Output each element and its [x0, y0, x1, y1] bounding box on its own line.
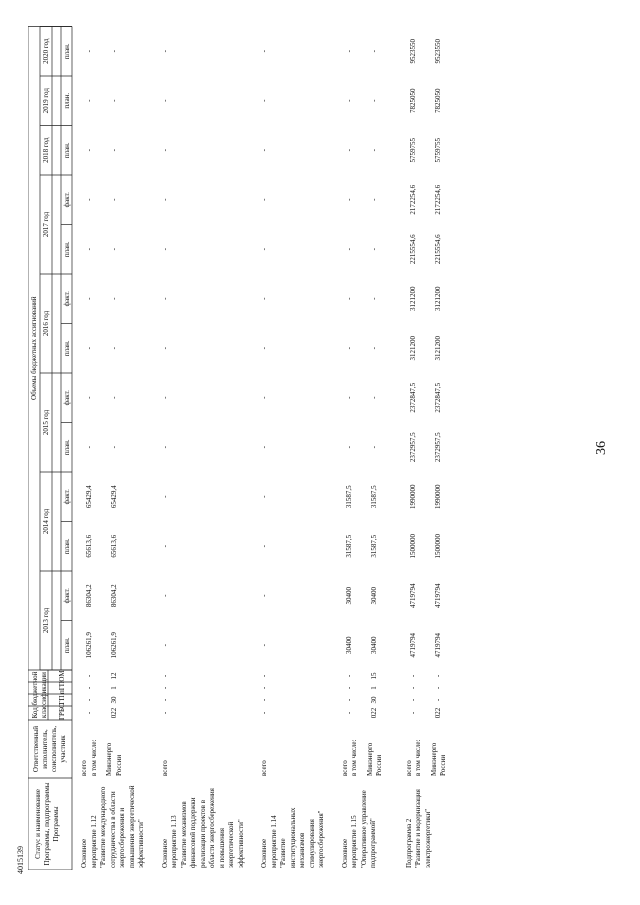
- document-id: 4015139: [16, 846, 25, 874]
- status-name-line: Основное: [80, 838, 88, 868]
- value-cell: -: [260, 396, 268, 399]
- value-cell: -: [160, 198, 169, 201]
- header-budget-code: Код бюджетной классификации: [31, 671, 48, 719]
- value-cell: 31587,5: [345, 485, 354, 509]
- header-year: 2014 год: [42, 508, 50, 535]
- status-name-line: Основное: [260, 838, 268, 868]
- value-cell: -: [160, 248, 169, 251]
- value-cell: -: [370, 149, 379, 152]
- header-plan-fact: план.: [63, 439, 71, 456]
- status-name-line: электроэнергетики": [423, 808, 432, 868]
- value-cell: -: [345, 396, 354, 399]
- value-cell: -: [160, 99, 169, 102]
- header-year: 2018 год: [42, 137, 50, 163]
- value-cell: -: [109, 297, 118, 300]
- value-cell: -: [84, 248, 93, 251]
- status-name-line: "Развитие механизмов: [179, 801, 188, 868]
- header-plan-fact: факт.: [63, 291, 71, 307]
- header-plan-fact: план.: [63, 92, 71, 109]
- value-cell: 4719794: [409, 583, 418, 608]
- header-code-1: ГРБС: [58, 703, 66, 720]
- code-cell: -: [260, 711, 268, 715]
- value-cell: 2172254,6: [409, 184, 418, 215]
- value-cell: -: [345, 446, 354, 449]
- code-cell: 12: [109, 672, 118, 680]
- code-cell: -: [345, 686, 354, 690]
- value-cell: -: [160, 347, 169, 350]
- value-cell: 2172254,6: [434, 184, 443, 215]
- page-number: 36: [594, 441, 609, 455]
- code-cell: -: [345, 711, 354, 715]
- status-name-line: повышения энергетической: [127, 785, 136, 868]
- value-cell: -: [260, 644, 268, 647]
- status-name-line: энергосбережения": [317, 810, 325, 868]
- header-year: 2020 год: [42, 38, 50, 64]
- value-cell: 9523550: [409, 39, 418, 64]
- value-cell: 65429,4: [109, 485, 118, 509]
- value-cell: -: [345, 149, 354, 152]
- status-name-line: эффективности": [236, 819, 245, 868]
- status-name-line: Основное: [340, 838, 349, 868]
- code-cell: -: [84, 686, 93, 690]
- code-cell: -: [434, 698, 443, 702]
- code-cell: -: [409, 686, 418, 690]
- header-year: 2017 год: [42, 211, 50, 238]
- value-cell: -: [370, 347, 379, 350]
- status-name-line: стимулирования: [307, 819, 316, 868]
- header-plan-fact: факт.: [63, 390, 71, 406]
- code-cell: -: [84, 711, 93, 715]
- value-cell: -: [160, 297, 169, 300]
- value-cell: -: [84, 198, 93, 201]
- value-cell: -: [345, 50, 354, 53]
- value-cell: 1990000: [434, 484, 443, 509]
- value-cell: 3121200: [434, 336, 443, 361]
- value-cell: 65613,6: [84, 534, 93, 558]
- value-cell: -: [109, 198, 118, 201]
- status-name-line: эффективности": [137, 819, 145, 868]
- status-name-line: сотрудничества в области: [108, 791, 117, 868]
- header-code-2: ГП: [58, 695, 66, 705]
- code-cell: -: [260, 698, 268, 702]
- code-cell: -: [409, 711, 418, 715]
- header-status-program: Статус и наименование Программы, подпрограммы Программы: [34, 782, 60, 866]
- header-plan-fact: план.: [63, 142, 71, 159]
- value-cell: -: [260, 347, 268, 350]
- budget-table: [28, 26, 590, 870]
- header-plan-fact: факт.: [63, 588, 71, 604]
- value-cell: 2215554,6: [409, 234, 418, 265]
- header-plan-fact: факт.: [63, 192, 71, 208]
- status-name-line: "Развитие и модернизация: [414, 789, 422, 868]
- code-cell: -: [345, 674, 354, 678]
- status-name-line: Подпрограмма 2: [404, 818, 413, 868]
- responsible-text: в том числе:: [414, 739, 422, 776]
- status-name-line: области энергосбережения: [208, 788, 216, 868]
- status-name-line: мероприятие 1.15: [350, 815, 358, 868]
- status-name-line: институциональных: [288, 807, 297, 868]
- code-cell: -: [84, 698, 93, 702]
- value-cell: -: [260, 594, 268, 597]
- value-cell: -: [260, 248, 268, 251]
- value-cell: -: [370, 248, 379, 251]
- responsible-text: всего: [260, 760, 268, 776]
- value-cell: 31587,5: [345, 534, 354, 558]
- value-cell: -: [160, 495, 169, 498]
- value-cell: -: [370, 99, 379, 102]
- value-cell: -: [345, 248, 354, 251]
- value-cell: 5759755: [434, 138, 443, 163]
- value-cell: -: [260, 198, 268, 201]
- code-cell: -: [434, 674, 443, 678]
- value-cell: 7825050: [409, 88, 418, 113]
- value-cell: -: [109, 248, 118, 251]
- header-responsible: Ответственный исполнитель, соисполнитель, участник: [32, 725, 67, 773]
- value-cell: 30400: [345, 587, 354, 605]
- header-code-3: пГП: [58, 681, 66, 694]
- value-cell: -: [84, 149, 93, 152]
- code-cell: -: [345, 698, 354, 702]
- status-name-line: мероприятие 1.12: [89, 815, 98, 868]
- value-cell: 86304,2: [109, 584, 118, 608]
- header-code-4: ОМ: [58, 670, 66, 682]
- value-cell: 9523550: [434, 39, 443, 64]
- rotated-page: [12, 18, 618, 878]
- value-cell: -: [109, 50, 118, 53]
- code-cell: 30: [370, 696, 379, 704]
- value-cell: 3121200: [409, 286, 418, 311]
- value-cell: -: [370, 50, 379, 53]
- value-cell: 2372847,5: [434, 382, 443, 413]
- value-cell: -: [260, 545, 268, 548]
- value-cell: -: [370, 297, 379, 300]
- code-cell: -: [409, 674, 418, 678]
- value-cell: -: [109, 99, 118, 102]
- header-budget-volumes: Объемы бюджетных ассигнований: [30, 296, 38, 400]
- value-cell: -: [260, 446, 268, 449]
- code-cell: -: [409, 698, 418, 702]
- value-cell: -: [109, 396, 118, 399]
- code-cell: -: [434, 686, 443, 690]
- value-cell: 4719794: [409, 633, 418, 658]
- code-cell: -: [160, 711, 169, 715]
- value-cell: -: [345, 347, 354, 350]
- value-cell: -: [345, 198, 354, 201]
- value-cell: 1500000: [434, 534, 443, 559]
- header-year: 2015 год: [42, 409, 50, 436]
- value-cell: 5759755: [409, 138, 418, 163]
- status-name-line: "Оперативное управление: [359, 790, 368, 868]
- value-cell: -: [160, 644, 169, 647]
- value-cell: -: [260, 149, 268, 152]
- value-cell: 2215554,6: [434, 234, 443, 265]
- value-cell: 86304,2: [84, 584, 93, 608]
- responsible-text: России: [439, 754, 447, 776]
- value-cell: -: [84, 297, 93, 300]
- code-cell: 1: [109, 686, 118, 690]
- value-cell: 7825050: [434, 88, 443, 113]
- status-name-line: энергосбережения и: [118, 807, 126, 868]
- value-cell: -: [109, 446, 118, 449]
- header-year: 2019 год: [42, 88, 50, 114]
- value-cell: 65429,4: [84, 485, 93, 509]
- value-cell: -: [260, 297, 268, 300]
- value-cell: -: [345, 297, 354, 300]
- value-cell: -: [109, 149, 118, 152]
- value-cell: -: [160, 396, 169, 399]
- value-cell: 106261,9: [84, 632, 93, 659]
- value-cell: -: [84, 446, 93, 449]
- value-cell: 4719794: [434, 633, 443, 658]
- header-plan-fact: план.: [63, 43, 71, 60]
- header-year: 2013 год: [42, 607, 50, 634]
- responsible-text: всего: [160, 760, 169, 776]
- responsible-text: Минэнерго: [429, 742, 438, 776]
- value-cell: 2372847,5: [409, 382, 418, 413]
- status-name-line: и повышения: [217, 828, 226, 868]
- status-name-line: мероприятие 1.13: [170, 815, 178, 868]
- value-cell: -: [160, 545, 169, 548]
- code-cell: 1: [370, 686, 379, 690]
- value-cell: -: [84, 50, 93, 53]
- responsible-text: в том числе:: [89, 739, 98, 776]
- header-year: 2016 год: [42, 310, 50, 337]
- value-cell: 2372957,5: [409, 432, 418, 463]
- responsible-text: Минэнерго: [105, 742, 113, 776]
- code-cell: -: [260, 686, 268, 690]
- header-plan-fact: факт.: [63, 489, 71, 505]
- responsible-text: всего: [80, 760, 88, 776]
- value-cell: -: [260, 50, 268, 53]
- value-cell: 4719794: [434, 583, 443, 608]
- header-plan-fact: план.: [63, 241, 71, 258]
- value-cell: 65613,6: [109, 534, 118, 558]
- code-cell: -: [260, 674, 268, 678]
- header-plan-fact: план.: [63, 637, 71, 654]
- status-name-line: энергетической: [227, 821, 235, 868]
- status-name-line: механизмов: [298, 832, 306, 868]
- code-cell: 022: [434, 707, 443, 719]
- value-cell: 106261,9: [109, 632, 118, 659]
- code-cell: -: [160, 674, 169, 678]
- header-plan-fact: план.: [63, 340, 71, 357]
- value-cell: -: [84, 99, 93, 102]
- value-cell: 3121200: [434, 286, 443, 311]
- value-cell: 2372957,5: [434, 432, 443, 463]
- value-cell: -: [370, 396, 379, 399]
- value-cell: 3121200: [409, 336, 418, 361]
- status-name-line: Основное: [160, 838, 169, 868]
- status-name-line: финансовой поддержки: [189, 797, 197, 868]
- value-cell: 1500000: [409, 534, 418, 559]
- value-cell: 31587,5: [370, 534, 379, 558]
- status-name-line: "Развитие: [279, 838, 287, 868]
- code-cell: 022: [370, 707, 379, 719]
- code-cell: 30: [109, 696, 118, 704]
- value-cell: 1990000: [409, 484, 418, 509]
- responsible-text: в том числе:: [350, 739, 358, 776]
- status-name-line: "Развитие международного: [99, 786, 107, 868]
- value-cell: -: [160, 50, 169, 53]
- code-cell: -: [84, 674, 93, 678]
- value-cell: 31587,5: [370, 485, 379, 509]
- value-cell: -: [345, 99, 354, 102]
- status-name-line: подпрограммой": [369, 818, 377, 868]
- value-cell: -: [370, 198, 379, 201]
- value-cell: -: [370, 446, 379, 449]
- value-cell: -: [260, 495, 268, 498]
- code-cell: -: [160, 686, 169, 690]
- value-cell: -: [160, 446, 169, 449]
- status-name-line: реализации проектов в: [198, 799, 207, 868]
- value-cell: -: [84, 396, 93, 399]
- code-cell: 022: [109, 707, 118, 719]
- value-cell: -: [109, 347, 118, 350]
- value-cell: -: [160, 594, 169, 597]
- value-cell: 30400: [370, 587, 379, 605]
- responsible-text: Минэнерго: [365, 742, 374, 776]
- responsible-text: всего: [340, 760, 349, 776]
- value-cell: 30400: [370, 636, 379, 654]
- value-cell: -: [84, 347, 93, 350]
- value-cell: -: [160, 149, 169, 152]
- value-cell: 30400: [345, 636, 354, 654]
- responsible-text: России: [375, 754, 383, 776]
- code-cell: 15: [370, 672, 379, 680]
- code-cell: -: [160, 698, 169, 702]
- header-plan-fact: план.: [63, 538, 71, 555]
- status-name-line: мероприятие 1.14: [269, 815, 278, 868]
- responsible-text: России: [114, 754, 123, 776]
- value-cell: -: [260, 99, 268, 102]
- responsible-text: всего: [404, 760, 413, 776]
